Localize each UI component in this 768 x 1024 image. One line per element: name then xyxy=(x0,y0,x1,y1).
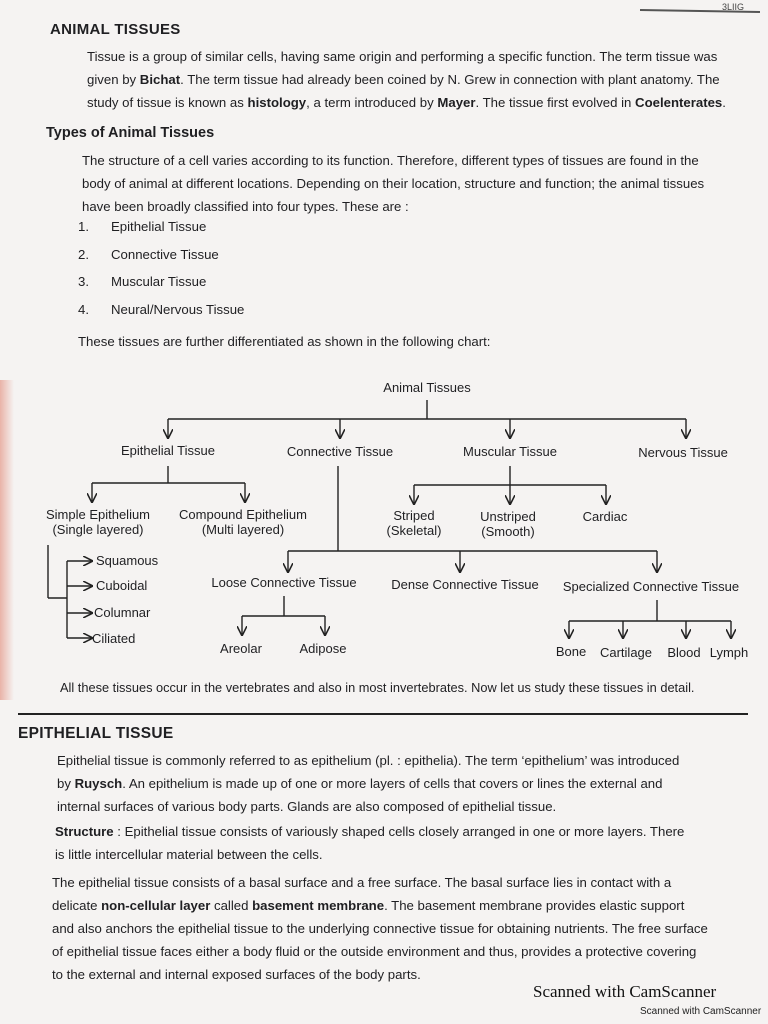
list-number: 4. xyxy=(78,301,89,317)
p2-line-2: is little intercellular material between the cells. xyxy=(55,847,323,862)
node-areolar: Areolar xyxy=(220,641,262,656)
subsection-title-types: Types of Animal Tissues xyxy=(46,125,215,141)
node-compound-epithelium: Compound Epithelium xyxy=(179,507,307,522)
node-unstriped-note: (Smooth) xyxy=(481,524,535,539)
p1-line-3: internal surfaces of various body parts. Glands are also composed of epithelial tissue. xyxy=(57,799,557,814)
node-cartilage: Cartilage xyxy=(599,645,653,660)
list-text: Connective Tissue xyxy=(111,246,219,262)
section-title-epithelial: EPITHELIAL TISSUE xyxy=(18,725,174,742)
p3-line-1: The epithelial tissue consists of a basal surface and a free surface. The basal surface lies in contact with a xyxy=(52,875,672,890)
list-text: Neural/Nervous Tissue xyxy=(111,301,245,317)
node-epithelial-tissue: Epithelial Tissue xyxy=(121,443,215,458)
tree-connectors xyxy=(45,400,731,638)
node-compound-epithelium-note: (Multi layered) xyxy=(201,522,285,537)
p3-line-2: delicate non-cellular layer called basement membrane. The basement membrane provides elastic support xyxy=(52,898,685,913)
chart-note-text: All these tissues occur in the vertebrates and also in most invertebrates. Now let us study these tissues in detail. xyxy=(60,680,695,695)
list-text: Muscular Tissue xyxy=(111,274,207,289)
node-bone: Bone xyxy=(555,644,587,659)
list-number: 1. xyxy=(78,219,89,234)
chart-intro-text: These tissues are further differentiated as shown in the following chart: xyxy=(78,334,491,349)
node-squamous: Squamous xyxy=(96,553,159,568)
camscanner-watermark: Scanned with CamScanner xyxy=(533,982,717,1001)
node-cardiac: Cardiac xyxy=(582,509,628,524)
node-dense-connective: Dense Connective Tissue xyxy=(391,577,539,592)
p1-line-2: by Ruysch. An epithelium is made up of one or more layers of cells that covers or lines the external and xyxy=(57,776,663,791)
chart-note xyxy=(60,676,694,699)
epithelial-paragraph-1 xyxy=(57,749,679,818)
types-line-3: have been broadly classified into four types. These are : xyxy=(82,199,409,214)
epithelial-paragraph-3 xyxy=(52,871,708,986)
node-striped: Striped xyxy=(393,508,435,523)
list-number: 3. xyxy=(78,274,89,289)
p1-line-1: Epithelial tissue is commonly referred to as epithelium (pl. : epithelia). The term ‘epithelium’ was introduced xyxy=(57,753,680,768)
node-nervous-tissue: Nervous Tissue xyxy=(638,445,728,460)
node-columnar: Columnar xyxy=(94,605,151,620)
p3-line-4: of epithelial tissue faces either a body fluid or the outside environment and thus, provides a protective covering xyxy=(52,944,697,959)
types-line-2: body of animal at different locations. Depending on their location, structure and function; the animal tissues xyxy=(82,176,705,191)
node-animal-tissues: Animal Tissues xyxy=(383,380,471,395)
p3-line-3: and also anchors the epithelial tissue to the underlying connective tissue for obtaining nutrients. The free surface xyxy=(52,921,708,936)
types-line-1: The structure of a cell varies according to its function. Therefore, different types of tissues are found in the xyxy=(82,153,699,168)
list-text: Epithelial Tissue xyxy=(111,219,207,234)
node-blood: Blood xyxy=(667,645,701,660)
epithelial-paragraph-structure xyxy=(55,820,684,866)
corner-text: 3LIIG xyxy=(722,2,745,12)
node-specialized-connective: Specialized Connective Tissue xyxy=(562,579,740,594)
node-adipose: Adipose xyxy=(299,641,347,656)
p3-line-5: to the external and internal exposed surfaces of the body parts. xyxy=(52,967,421,982)
node-ciliated: Ciliated xyxy=(92,631,136,646)
camscanner-watermark-small: Scanned with CamScanner xyxy=(640,1006,762,1017)
node-unstriped: Unstriped xyxy=(480,509,536,524)
node-loose-connective: Loose Connective Tissue xyxy=(211,575,357,590)
p2-line-1: Structure : Epithelial tissue consists of variously shaped cells closely arranged in one or more layers. There xyxy=(55,824,685,839)
intro-line-3: study of tissue is known as histology, a term introduced by Mayer. The tissue first evolved in Coelenterates. xyxy=(87,95,726,110)
intro-line-1: Tissue is a group of similar cells, having same origin and performing a specific function. The term tissue was xyxy=(87,49,718,64)
section-title-animal-tissues: ANIMAL TISSUES xyxy=(50,21,181,38)
node-simple-epithelium-note: (Single layered) xyxy=(52,522,144,537)
section-divider xyxy=(18,713,748,715)
node-striped-note: (Skeletal) xyxy=(386,523,442,538)
node-muscular-tissue: Muscular Tissue xyxy=(463,444,557,459)
list-number: 2. xyxy=(78,246,89,262)
node-connective-tissue: Connective Tissue xyxy=(286,444,394,459)
node-simple-epithelium: Simple Epithelium xyxy=(45,507,151,522)
intro-line-2: given by Bichat. The term tissue had already been coined by N. Grew in connection with plant anatomy. The xyxy=(87,72,720,87)
node-lymph: Lymph xyxy=(709,645,749,660)
node-cuboidal: Cuboidal xyxy=(96,578,148,593)
